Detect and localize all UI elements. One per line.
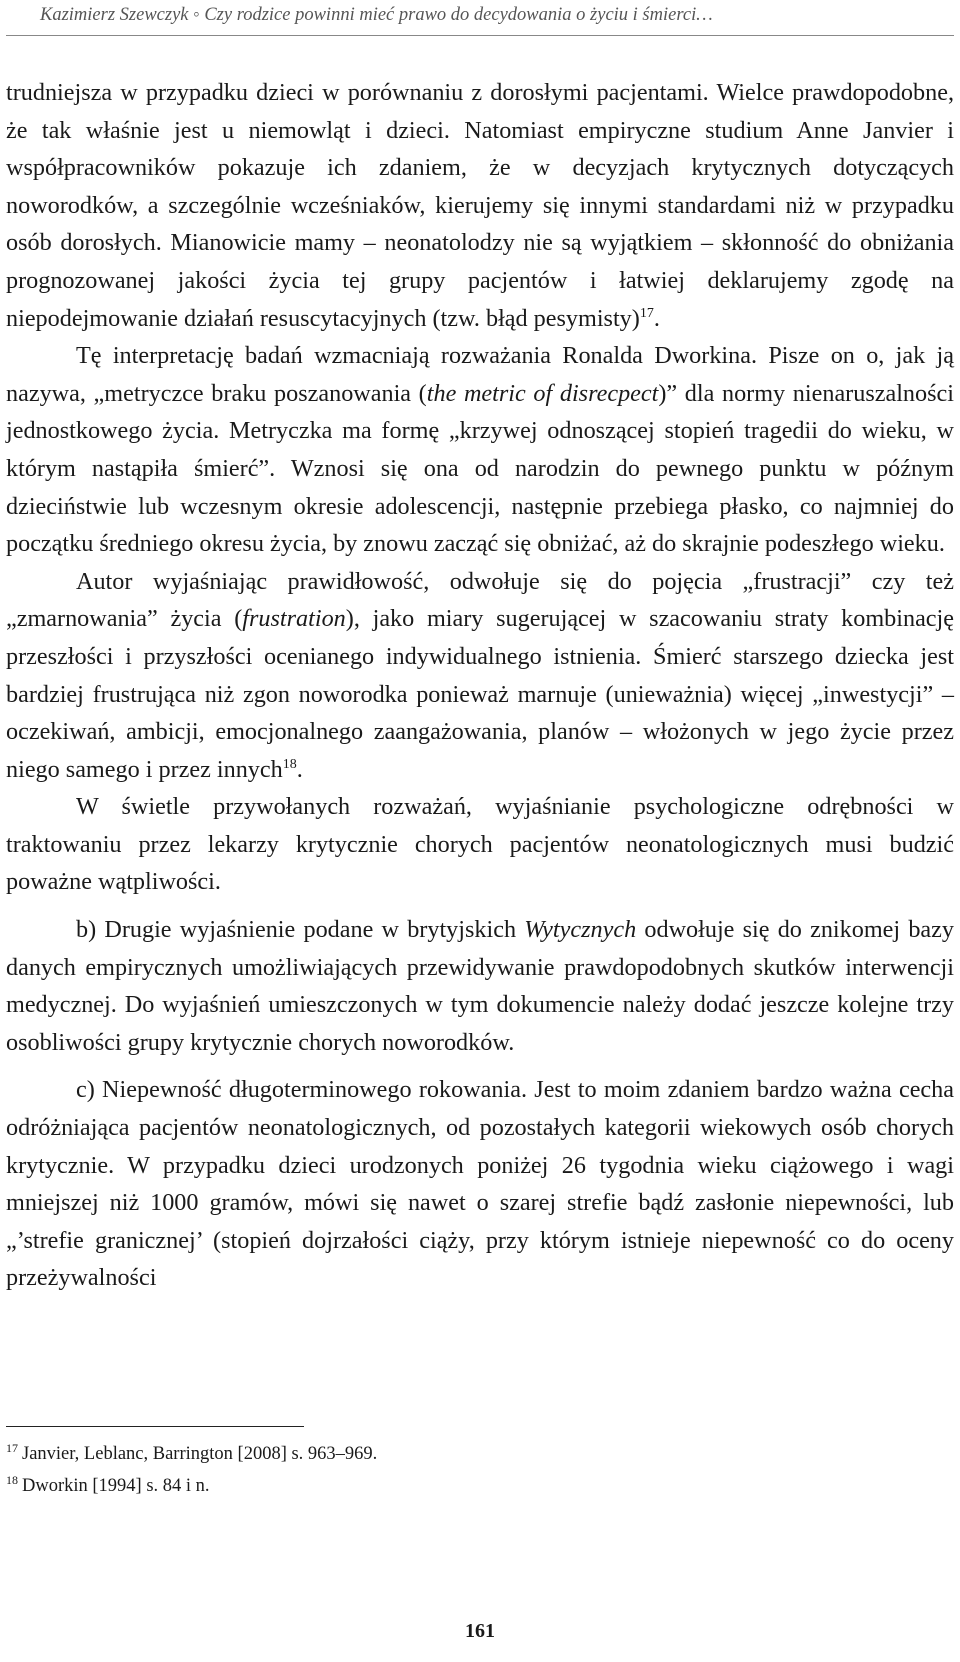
text-run: ), jako miary sugerującej w szacowaniu straty kombinację przeszłości i przyszłości ocenianego indywidualnego istnienia. Śmierć starszego dziecka jest bardziej frustrująca niż zgon noworodka ponieważ marnuje (unieważnia) więcej „inwestycji” – oczekiwań, ambicji, emocjonalnego zaangażowania, planów – włożonych w jego życie przez niego samego i przez innych: [6, 605, 954, 783]
footnote-text: Dworkin [1994] s. 84 i n.: [22, 1476, 210, 1496]
text-run: Autor wyjaśniając prawidłowość, odwołuje się do pojęcia „frustracji” czy też „zmarnowania” życia (: [6, 567, 954, 633]
text-run: )” dla normy nienaruszalności jednostkowego życia. Metryczka ma formę „krzywej odnoszącej stopień tragedii do wieku, w którym nastąpiła śmierć”. Wznosi się ona od narodzin do pewnego punktu w późnym dzieciństwie lub wczesnym okresie adolescencji, następnie przebiega płasko, co najmniej do początku średniego okresu życia, by znowu zacząć się obniżać, aż do skrajnie podeszłego wieku.: [6, 379, 954, 558]
footnote-number: 17: [6, 1440, 18, 1455]
paragraph-p4: [6, 788, 954, 901]
paragraph-p6: [6, 1071, 954, 1297]
text-run: Tę interpretację badań wzmacniają rozważania Ronalda Dworkina. Pisze on o, jak ją nazywa, „metryczce braku poszanowania (: [6, 342, 954, 407]
italic-phrase: frustration: [242, 605, 346, 633]
footnote-ref: 17: [639, 305, 654, 321]
footnote-number: 18: [6, 1472, 18, 1487]
footnote-divider: [6, 1426, 304, 1427]
footnote-item: [6, 1438, 906, 1470]
footnote-ref: 18: [282, 756, 297, 772]
footnotes: [6, 1438, 906, 1502]
italic-phrase: the metric of disrecpect: [426, 379, 659, 407]
paragraph-p3: [6, 563, 954, 789]
header-separator: ◦: [193, 5, 200, 25]
header-author: Kazimierz Szewczyk: [40, 5, 189, 25]
running-header: [6, 0, 954, 36]
italic-phrase: Wytycznych: [524, 916, 637, 944]
paragraph-p5: [6, 911, 954, 1061]
footnote-item: [6, 1470, 906, 1502]
text-run: c) Niepewność długoterminowego rokowania. Jest to moim zdaniem bardzo ważna cecha odróżniająca pacjentów neonatologicznych, od pozostałych kategorii wiekowych osób chorych krytycznie. W przypadku dzieci urodzonych poniżej 26 tygodnia wieku ciążowego i wagi mniejszej niż 1000 gramów, mówi się nawet o szarej strefie bądź zasłonie niepewności, lub „’strefie granicznej’ (stopień dojrzałości ciąży, przy którym istnieje niepewność co do oceny przeżywalności: [6, 1076, 954, 1292]
page-number: 161: [465, 1620, 495, 1642]
text-run: odwołuje się do znikomej bazy danych empirycznych umożliwiających przewidywanie prawdopodobnych skutków interwencji medycznej. Do wyjaśnień umieszczonych w tym dokumencie należy dodać jeszcze kolejne trzy osobliwości grupy krytycznie chorych noworodków.: [6, 916, 954, 1056]
text-run: .: [653, 304, 660, 332]
text-run: .: [296, 755, 303, 783]
header-title: Czy rodzice powinni mieć prawo do decydowania o życiu i śmierci…: [204, 5, 713, 25]
footnote-text: Janvier, Leblanc, Barrington [2008] s. 963–969.: [22, 1444, 378, 1464]
paragraph-p1: [6, 74, 954, 337]
text-run: b) Drugie wyjaśnienie podane w brytyjskich: [76, 916, 525, 944]
body-text: [6, 74, 954, 1297]
text-run: trudniejsza w przypadku dzieci w porównaniu z dorosłymi pacjentami. Wielce prawdopodobne, że tak właśnie jest u niemowląt i dzieci. Natomiast empiryczne studium Anne Janvier i współpracowników pokazuje ich zdaniem, że w decyzjach krytycznych dotyczących noworodków, a szczególnie wcześniaków, kierujemy się innymi standardami niż w przypadku osób dorosłych. Mianowicie mamy – neonatolodzy nie są wyjątkiem – skłonność do obniżania prognozowanej jakości życia tej grupy pacjentów i łatwiej deklarujemy zgodę na niepodejmowanie działań resuscytacyjnych (tzw. błąd pesymisty): [6, 79, 954, 332]
text-run: W świetle przywołanych rozważań, wyjaśnianie psychologiczne odrębności w traktowaniu przez lekarzy krytycznie chorych pacjentów neonatologicznych musi budzić poważne wątpliwości.: [6, 793, 954, 896]
paragraph-p2: [6, 337, 954, 563]
